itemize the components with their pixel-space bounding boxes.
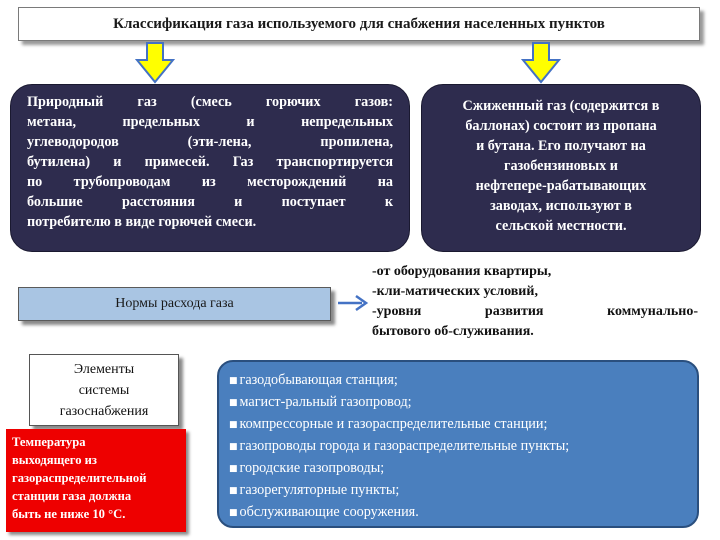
square-bullet-icon: ■ bbox=[229, 420, 238, 430]
liquefied-gas-line: Сжиженный газ (содержится в bbox=[462, 98, 660, 114]
temperature-note-line: Температура bbox=[12, 435, 86, 449]
square-bullet-icon: ■ bbox=[229, 486, 238, 496]
temperature-note-line: станции газа должна bbox=[12, 489, 132, 503]
natural-gas-box bbox=[10, 84, 410, 252]
liquefied-gas-line: и бутана. Его получают на bbox=[476, 138, 646, 154]
square-bullet-icon: ■ bbox=[229, 442, 238, 452]
system-elements-list bbox=[217, 360, 699, 528]
system-element-item: ■ газорегуляторные пункты; bbox=[229, 482, 400, 498]
natural-gas-line: углеводородов (эти-лена, пропилена, bbox=[27, 134, 393, 150]
left-down-arrow-icon bbox=[135, 42, 175, 84]
natural-gas-line: бутилена) и примесей. Газ транспортируется bbox=[27, 154, 393, 170]
system-element-item: ■ компрессорные и газораспределительные станции; bbox=[229, 416, 548, 432]
factor-line: -от оборудования квартиры, bbox=[372, 264, 552, 279]
natural-gas-line: потребителю в виде горючей смеси. bbox=[27, 214, 257, 230]
system-element-item: ■ городские газопроводы; bbox=[229, 460, 385, 476]
elements-label-line: газоснабжения bbox=[59, 403, 149, 419]
factor-line: -кли-матических условий, bbox=[372, 284, 538, 299]
temperature-note-line: быть не ниже 10 °С. bbox=[12, 507, 126, 521]
factor-line: бытового об-служивания. bbox=[372, 324, 534, 339]
natural-gas-line: Природный газ (смесь горючих газов: bbox=[27, 94, 393, 110]
liquefied-gas-line: заводах, используют в bbox=[490, 198, 632, 214]
square-bullet-icon: ■ bbox=[229, 398, 238, 408]
right-down-arrow-icon bbox=[521, 42, 561, 84]
temperature-note-line: выходящего из bbox=[12, 453, 97, 467]
system-element-item: ■ газопроводы города и газораспределительные пункты; bbox=[229, 438, 570, 454]
liquefied-gas-box bbox=[421, 84, 701, 252]
norms-factors-list bbox=[372, 262, 698, 348]
square-bullet-icon: ■ bbox=[229, 508, 238, 518]
liquefied-gas-line: нефтепере-рабатывающих bbox=[475, 178, 647, 194]
natural-gas-line: по трубопроводам из месторождений на bbox=[27, 174, 393, 190]
natural-gas-line: большие расстояния и поступает к bbox=[27, 194, 393, 210]
liquefied-gas-line: газобензиновых и bbox=[504, 158, 618, 174]
right-arrow-icon bbox=[336, 293, 370, 313]
square-bullet-icon: ■ bbox=[229, 464, 238, 474]
system-element-item: ■ магист-ральный газопровод; bbox=[229, 394, 412, 410]
temperature-note-line: газораспределительной bbox=[12, 471, 147, 485]
system-element-item: ■ газодобывающая станция; bbox=[229, 372, 398, 388]
gas-supply-elements-box bbox=[29, 354, 179, 426]
temperature-note-box bbox=[6, 429, 186, 532]
factor-line: -уровня развития коммунально- bbox=[372, 304, 698, 319]
liquefied-gas-line: сельской местности. bbox=[495, 218, 627, 234]
diagram-title: Классификация газа используемого для снабжения населенных пунктов bbox=[18, 7, 700, 41]
gas-consumption-norms-box: Нормы расхода газа bbox=[18, 287, 331, 321]
square-bullet-icon: ■ bbox=[229, 376, 238, 386]
elements-label-line: Элементы bbox=[73, 361, 135, 377]
natural-gas-line: метана, предельных и непредельных bbox=[27, 114, 393, 130]
elements-label-line: системы bbox=[78, 382, 130, 398]
liquefied-gas-line: баллонах) состоит из пропана bbox=[465, 118, 657, 134]
system-element-item: ■ обслуживающие сооружения. bbox=[229, 504, 419, 520]
